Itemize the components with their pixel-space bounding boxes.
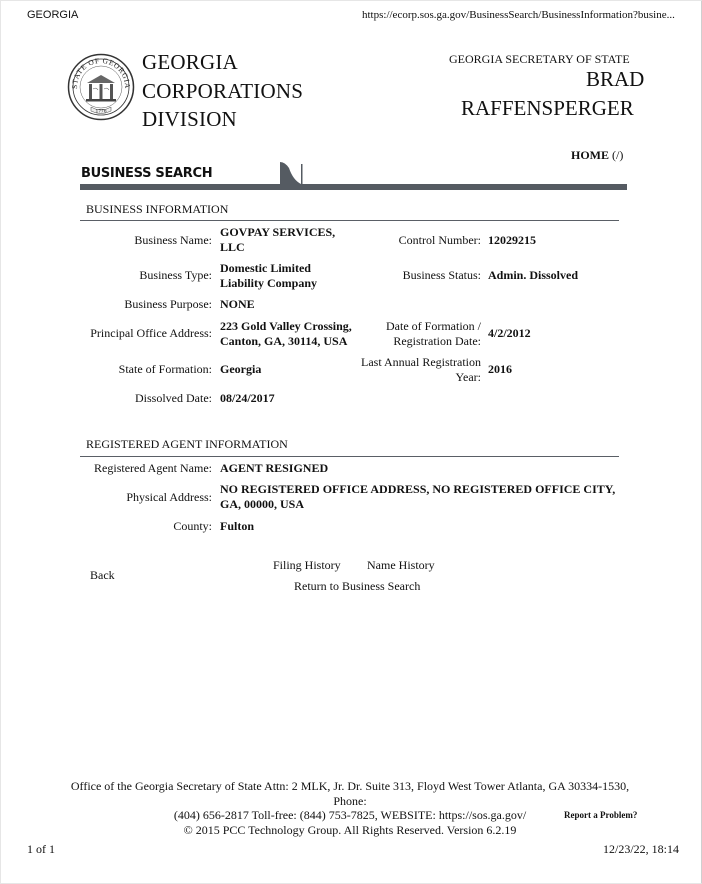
business-type-label: Business Type:: [139, 268, 212, 282]
secretary-last-name: RAFFENSPERGER: [461, 96, 634, 120]
division-line2: CORPORATIONS: [142, 78, 304, 103]
business-purpose-value: NONE: [220, 297, 255, 311]
back-link[interactable]: Back: [90, 568, 115, 582]
business-type-value: [220, 261, 317, 290]
footer-copyright: © 2015 PCC Technology Group. All Rights Reserved. Version 6.2.19: [183, 822, 517, 837]
print-timestamp: 12/23/22, 18:14: [603, 842, 680, 856]
business-name-line2: LLC: [220, 239, 245, 254]
formation-date-label-line2: Registration Date:: [393, 333, 481, 348]
business-name-label: Business Name:: [134, 233, 212, 247]
state-formation-value: Georgia: [220, 362, 262, 376]
physical-address-line2: GA, 00000, USA: [220, 496, 305, 511]
agent-info-divider: [80, 456, 619, 457]
business-search-bar: [80, 184, 627, 190]
print-header-url: https://ecorp.sos.ga.gov/BusinessSearch/BusinessInformation?busine...: [362, 9, 675, 21]
report-problem-link[interactable]: Report a Problem?: [564, 810, 638, 820]
print-header-title: GEORGIA: [27, 9, 79, 21]
agent-name-value: AGENT RESIGNED: [220, 461, 329, 475]
secretary-first-name: BRAD: [586, 67, 645, 91]
principal-office-value: [220, 319, 352, 348]
seal-year: 1776: [95, 108, 107, 115]
principal-office-line1: 223 Gold Valley Crossing,: [220, 319, 352, 333]
last-annual-value: 2016: [488, 362, 512, 376]
business-name-line1: GOVPAY SERVICES,: [220, 225, 336, 239]
filing-history-link[interactable]: Filing History: [273, 558, 341, 572]
footer-address: Office of the Georgia Secretary of State Attn: 2 MLK, Jr. Dr. Suite 313, Floyd West Tower Atlanta, GA 30334-1530, Phone:: [70, 779, 630, 808]
home-label: HOME: [571, 148, 609, 162]
business-purpose-label: Business Purpose:: [124, 297, 212, 311]
last-annual-label-line1: Last Annual Registration: [361, 355, 481, 369]
division-line1: GEORGIA: [142, 50, 238, 74]
dissolved-date-value: 08/24/2017: [220, 391, 275, 405]
business-search-title: BUSINESS SEARCH: [81, 166, 213, 181]
dissolved-date-label: Dissolved Date:: [135, 391, 212, 405]
principal-office-label: Principal Office Address:: [90, 326, 212, 340]
tab-notch-icon: [279, 162, 305, 186]
control-number-label: Control Number:: [398, 233, 481, 247]
formation-date-value: 4/2/2012: [488, 326, 531, 340]
county-value: Fulton: [220, 519, 255, 533]
seal-text: STATE OF GEORGIA: [69, 55, 133, 90]
print-page-count: 1 of 1: [27, 842, 55, 856]
secretary-label: GEORGIA SECRETARY OF STATE: [449, 52, 630, 66]
georgia-seal-icon: [67, 53, 135, 121]
name-history-link[interactable]: Name History: [367, 558, 435, 572]
division-line3: DIVISION: [142, 107, 237, 131]
business-type-line2: Liability Company: [220, 275, 318, 290]
site-footer: [60, 779, 640, 837]
state-formation-label: State of Formation:: [118, 362, 212, 376]
physical-address-label: Physical Address:: [126, 490, 212, 504]
formation-date-label: [386, 319, 481, 348]
agent-info-title: REGISTERED AGENT INFORMATION: [86, 437, 288, 451]
county-label: County:: [173, 519, 212, 533]
division-title: [142, 48, 303, 134]
home-link[interactable]: [571, 148, 623, 163]
footer-contact: (404) 656-2817 Toll-free: (844) 753-7825, WEBSITE: https://sos.ga.gov/: [173, 808, 527, 822]
physical-address-line1: NO REGISTERED OFFICE ADDRESS, NO REGISTERED OFFICE CITY,: [220, 482, 616, 496]
last-annual-label: [361, 355, 481, 384]
business-name-value: [220, 225, 335, 254]
control-number-value: 12029215: [488, 233, 536, 247]
return-to-search-link[interactable]: Return to Business Search: [294, 579, 421, 593]
principal-office-line2: Canton, GA, 30114, USA: [220, 333, 348, 348]
business-info-divider: [80, 220, 619, 221]
home-path: (/): [612, 148, 624, 162]
physical-address-value: [220, 482, 615, 511]
agent-name-label: Registered Agent Name:: [94, 461, 212, 475]
business-info-title: BUSINESS INFORMATION: [86, 202, 229, 216]
business-status-value: Admin. Dissolved: [488, 268, 579, 282]
business-status-label: Business Status:: [402, 268, 481, 282]
business-type-line1: Domestic Limited: [220, 261, 311, 275]
last-annual-label-line2: Year:: [455, 369, 481, 384]
formation-date-label-line1: Date of Formation /: [386, 319, 481, 333]
